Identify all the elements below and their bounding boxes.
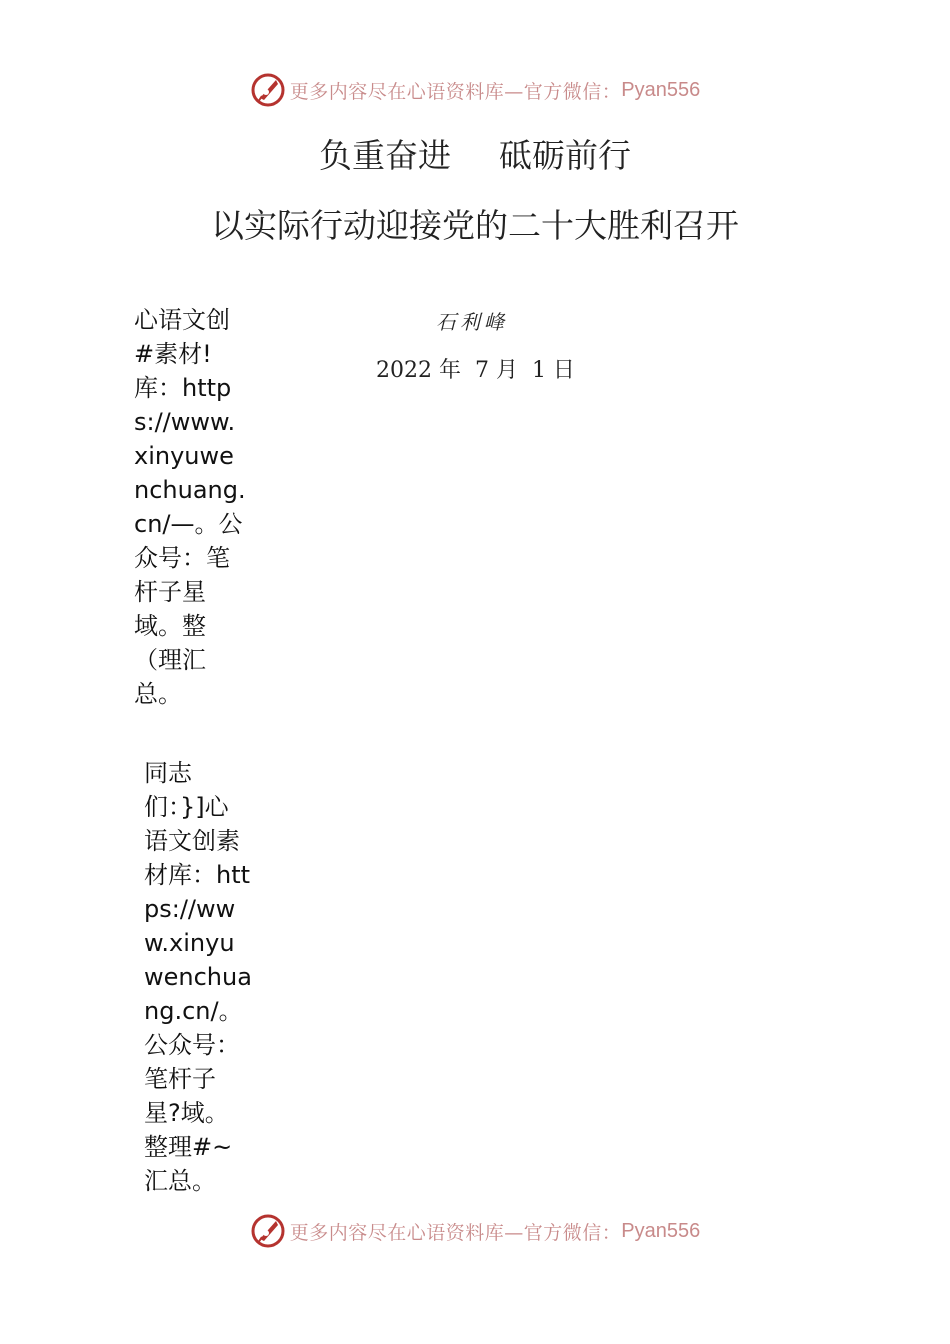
title-line-2: 以实际行动迎接党的二十大胜利召开: [211, 206, 739, 245]
title-phrase-2: 砥砺前行: [499, 136, 631, 175]
watermark-text-block-1: 心语文创#素材!库：https://www.xinyuwenchuang.cn/—。公众号：笔杆子星域。整（理汇总。: [134, 306, 246, 708]
wechat-id: Pyan556: [621, 1219, 701, 1242]
title-phrase-1: 负重奋进: [319, 136, 451, 175]
footer-banner: [0, 1211, 950, 1251]
banner-text: 更多内容尽在心语资料库—官方微信：: [289, 80, 622, 103]
quill-logo-icon: [250, 1213, 286, 1249]
wechat-id: Pyan556: [621, 78, 701, 101]
title-line-1: [0, 130, 950, 177]
banner-text: 更多内容尽在心语资料库—官方微信：: [289, 1221, 622, 1244]
watermark-text-block-2: 同志们：}]心语文创素材库：https://www.xinyuwenchuang.cn/。公众号：笔杆子星?域。整理#~汇总。: [144, 759, 252, 1195]
author-name: 石利峰: [436, 310, 508, 334]
quill-logo-icon: [250, 72, 286, 108]
header-banner: [0, 70, 950, 110]
document-date: 2022 年 7 月 1 日: [376, 358, 575, 383]
